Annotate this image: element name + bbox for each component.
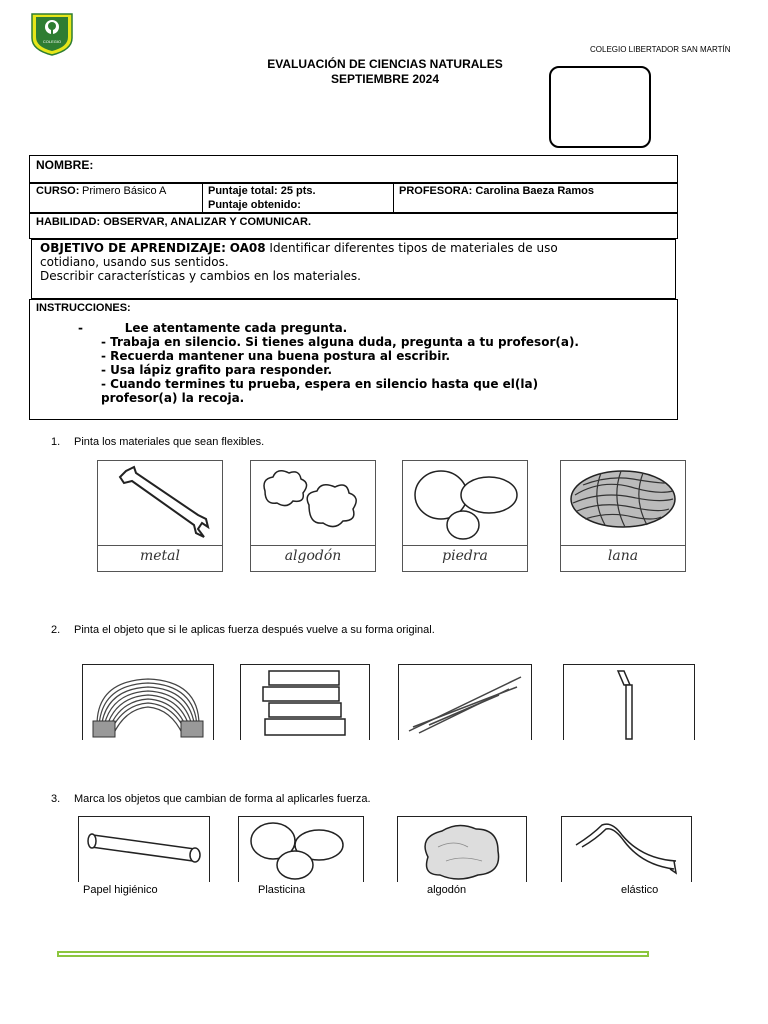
school-name: COLEGIO LIBERTADOR SAN MARTÍN (590, 45, 731, 54)
caption-papel: Papel higiénico (83, 884, 158, 896)
curso-row (29, 183, 678, 213)
paper-roll-icon (79, 817, 209, 883)
nombre-row[interactable] (29, 155, 678, 183)
cotton-icon (251, 461, 375, 545)
stones-icon (403, 461, 527, 545)
question-1-text: Pinta los materiales que sean flexibles. (74, 436, 265, 448)
objetivo-box (31, 239, 676, 299)
bricks-icon (241, 665, 369, 741)
q1-card-metal[interactable] (97, 460, 223, 572)
twigs-icon (399, 665, 531, 741)
q2-card-spring[interactable] (82, 664, 214, 740)
q3-card-plasticina[interactable] (238, 816, 364, 882)
clay-balls-icon (239, 817, 363, 883)
instruccion-2: - Trabaja en silencio. Si tienes alguna duda, pregunta a tu profesor(a). (101, 335, 579, 349)
instrucciones-label: INSTRUCCIONES: (36, 302, 131, 314)
instruccion-6: profesor(a) la recoja. (101, 391, 245, 405)
curso-value: Primero Básico A (82, 185, 167, 197)
profesora: PROFESORA: Carolina Baeza Ramos (399, 185, 594, 197)
question-3-text: Marca los objetos que cambian de forma al aplicarles fuerza. (74, 793, 371, 805)
q1-card-piedra[interactable] (402, 460, 528, 572)
question-3-number: 3. (51, 793, 61, 805)
instruccion-3: - Recuerda mantener una buena postura al escribir. (101, 349, 451, 363)
spring-toy-icon (83, 665, 213, 741)
objetivo-text-1: Identificar diferentes tipos de materiales de uso (269, 241, 558, 255)
caption-elastico: elástico (621, 884, 659, 896)
caption-algodon-q3: algodón (427, 884, 467, 896)
cotton-ball-icon (398, 817, 526, 883)
instrucciones-box (29, 299, 678, 420)
q3-card-elastico[interactable] (561, 816, 692, 882)
caption-piedra: piedra (442, 548, 488, 564)
q1-card-algodon[interactable] (250, 460, 376, 572)
instruccion-5: - Cuando termines tu prueba, espera en silencio hasta que el(la) (101, 377, 539, 391)
q1-card-lana[interactable] (560, 460, 686, 572)
footer-divider (57, 951, 649, 957)
instruccion-1: - Lee atentamente cada pregunta. (78, 321, 348, 335)
grade-box[interactable] (549, 66, 651, 148)
objetivo-text-2: cotidiano, usando sus sentidos. (40, 255, 229, 269)
straw-icon (564, 665, 694, 741)
caption-algodon: algodón (284, 548, 342, 564)
question-2-number: 2. (51, 624, 61, 636)
habilidad-row (29, 213, 678, 239)
svg-text:COLEGIO: COLEGIO (42, 39, 62, 44)
wrench-icon (98, 461, 222, 545)
q2-card-twigs[interactable] (398, 664, 532, 740)
question-1-number: 1. (51, 436, 61, 448)
q3-card-paper[interactable] (78, 816, 210, 882)
q2-card-straw[interactable] (563, 664, 695, 740)
puntaje-obtenido: Puntaje obtenido: (208, 199, 301, 211)
page-subtitle: SEPTIEMBRE 2024 (330, 72, 440, 86)
caption-plasticina: Plasticina (258, 884, 306, 896)
objetivo-code: OA08 (229, 241, 266, 255)
objetivo-label: OBJETIVO DE APRENDIZAJE: (40, 241, 226, 255)
puntaje-total: Puntaje total: 25 pts. (208, 185, 316, 197)
yarn-icon (561, 461, 685, 545)
q3-card-algodon[interactable] (397, 816, 527, 882)
habilidad-text: HABILIDAD: OBSERVAR, ANALIZAR Y COMUNICAR. (36, 216, 312, 228)
elastic-band-icon (562, 817, 691, 883)
q2-card-bricks[interactable] (240, 664, 370, 740)
nombre-label: NOMBRE: (36, 158, 94, 172)
curso-label: CURSO: (36, 185, 80, 197)
caption-lana: lana (607, 548, 639, 564)
caption-metal: metal (139, 548, 180, 564)
instruccion-4: - Usa lápiz grafito para responder. (101, 363, 333, 377)
question-2-text: Pinta el objeto que si le aplicas fuerza después vuelve a su forma original. (74, 624, 435, 636)
objetivo-text-3: Describir características y cambios en los materiales. (40, 269, 361, 283)
school-logo (28, 12, 76, 56)
page-title: EVALUACIÓN DE CIENCIAS NATURALES (267, 57, 503, 71)
